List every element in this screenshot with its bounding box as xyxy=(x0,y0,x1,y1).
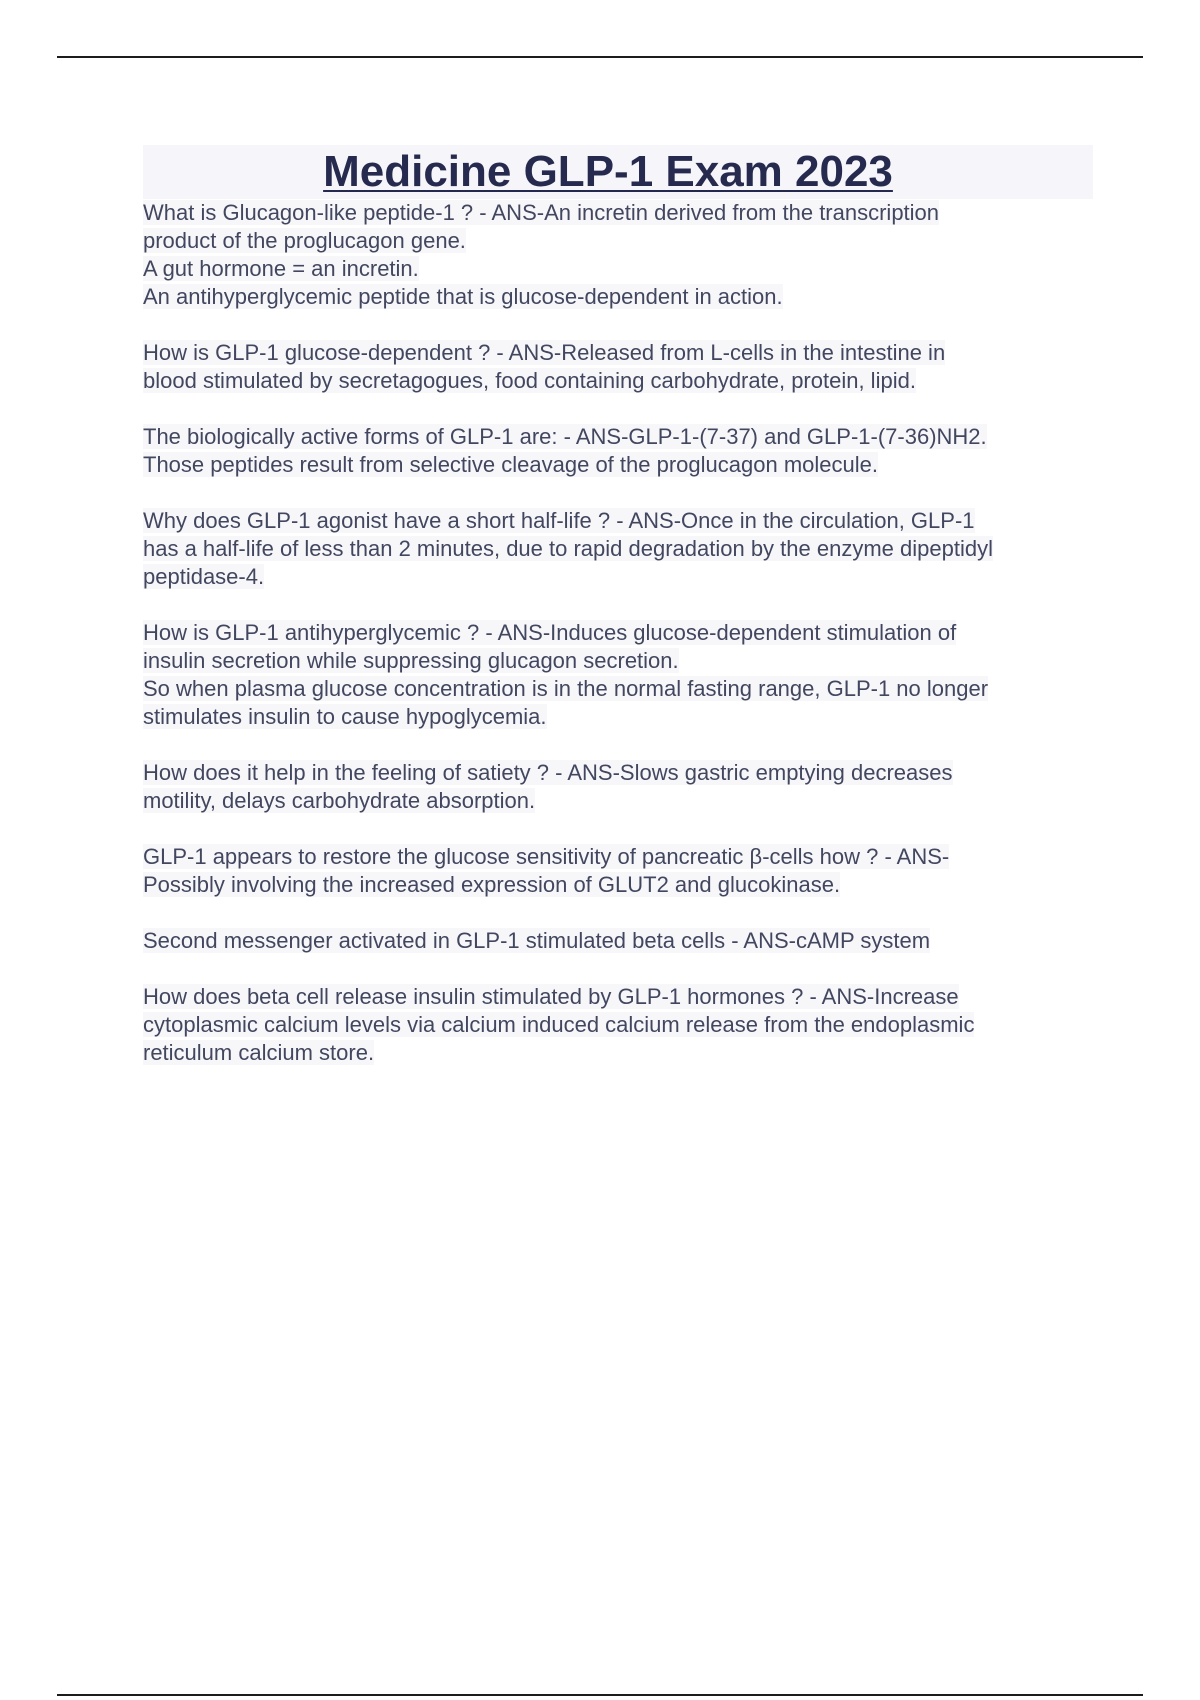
document-title: Medicine GLP-1 Exam 2023 xyxy=(323,147,893,196)
qa-list xyxy=(143,199,1093,1067)
qa-line-text: How does it help in the feeling of satiety ? - ANS-Slows gastric emptying decreases xyxy=(143,760,953,785)
qa-line-text: GLP-1 appears to restore the glucose sensitivity of pancreatic β-cells how ? - ANS- xyxy=(143,844,950,869)
qa-line xyxy=(143,507,1093,535)
qa-line-text: reticulum calcium store. xyxy=(143,1040,375,1065)
qa-entry xyxy=(143,619,1093,731)
qa-line xyxy=(143,843,1093,871)
qa-entry xyxy=(143,983,1093,1067)
qa-line xyxy=(143,535,1093,563)
qa-entry xyxy=(143,339,1093,395)
qa-line-text: How does beta cell release insulin stimulated by GLP-1 hormones ? - ANS-Increase xyxy=(143,984,959,1009)
qa-line xyxy=(143,1011,1093,1039)
qa-entry xyxy=(143,199,1093,311)
qa-line-text: has a half-life of less than 2 minutes, due to rapid degradation by the enzyme dipeptidyl xyxy=(143,536,993,561)
qa-line xyxy=(143,983,1093,1011)
qa-line-text: stimulates insulin to cause hypoglycemia. xyxy=(143,704,547,729)
qa-entry xyxy=(143,507,1093,591)
qa-line-text: cytoplasmic calcium levels via calcium induced calcium release from the endoplasmic xyxy=(143,1012,975,1037)
qa-entry xyxy=(143,927,1093,955)
qa-entry xyxy=(143,843,1093,899)
qa-line xyxy=(143,283,1093,311)
qa-entry xyxy=(143,759,1093,815)
qa-line xyxy=(143,619,1093,647)
qa-entry xyxy=(143,423,1093,479)
qa-line xyxy=(143,759,1093,787)
qa-line xyxy=(143,871,1093,899)
qa-line-text: peptidase-4. xyxy=(143,564,265,589)
qa-line-text: Possibly involving the increased expression of GLUT2 and glucokinase. xyxy=(143,872,841,897)
qa-line-text: Those peptides result from selective cleavage of the proglucagon molecule. xyxy=(143,452,878,477)
document-body xyxy=(143,145,1093,1095)
page-top-rule xyxy=(57,56,1143,58)
page-bottom-rule xyxy=(57,1694,1143,1696)
qa-line xyxy=(143,423,1093,451)
qa-line xyxy=(143,199,1093,227)
qa-line xyxy=(143,927,1093,955)
qa-line-text: Why does GLP-1 agonist have a short half-life ? - ANS-Once in the circulation, GLP-1 xyxy=(143,508,975,533)
title-banner xyxy=(143,145,1093,199)
qa-line xyxy=(143,675,1093,703)
qa-line-text: insulin secretion while suppressing glucagon secretion. xyxy=(143,648,679,673)
qa-line xyxy=(143,367,1093,395)
qa-line-text: The biologically active forms of GLP-1 are: - ANS-GLP-1-(7-37) and GLP-1-(7-36)NH2. xyxy=(143,424,987,449)
qa-line xyxy=(143,647,1093,675)
qa-line xyxy=(143,787,1093,815)
qa-line xyxy=(143,255,1093,283)
qa-line xyxy=(143,339,1093,367)
qa-line-text: How is GLP-1 antihyperglycemic ? - ANS-Induces glucose-dependent stimulation of xyxy=(143,620,957,645)
qa-line-text: product of the proglucagon gene. xyxy=(143,228,466,253)
qa-line-text: What is Glucagon-like peptide-1 ? - ANS-An incretin derived from the transcription xyxy=(143,200,940,225)
qa-line-text: An antihyperglycemic peptide that is glucose-dependent in action. xyxy=(143,284,783,309)
qa-line xyxy=(143,563,1093,591)
qa-line xyxy=(143,451,1093,479)
qa-line-text: motility, delays carbohydrate absorption. xyxy=(143,788,536,813)
qa-line xyxy=(143,227,1093,255)
qa-line xyxy=(143,703,1093,731)
qa-line-text: So when plasma glucose concentration is in the normal fasting range, GLP-1 no longer xyxy=(143,676,989,701)
qa-line-text: Second messenger activated in GLP-1 stimulated beta cells - ANS-cAMP system xyxy=(143,928,931,953)
qa-line-text: blood stimulated by secretagogues, food containing carbohydrate, protein, lipid. xyxy=(143,368,916,393)
qa-line-text: How is GLP-1 glucose-dependent ? - ANS-Released from L-cells in the intestine in xyxy=(143,340,946,365)
qa-line xyxy=(143,1039,1093,1067)
qa-line-text: A gut hormone = an incretin. xyxy=(143,256,419,281)
